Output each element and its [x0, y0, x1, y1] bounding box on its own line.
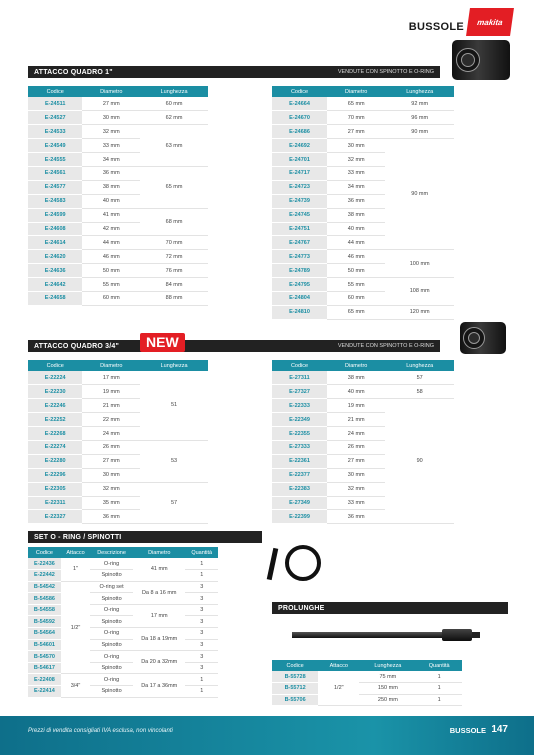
diameter-cell: 30 mm: [82, 468, 140, 482]
length-cell: 72 mm: [140, 250, 208, 264]
diameter-cell: 60 mm: [327, 291, 385, 305]
product-code: E-24658: [28, 291, 82, 305]
column-header: Lunghezza: [359, 660, 416, 671]
description-cell: Spinotto: [90, 662, 133, 674]
product-code: E-24577: [28, 180, 82, 194]
quantity-cell: 3: [185, 616, 218, 628]
length-cell: 57: [385, 371, 454, 385]
length-cell: 88 mm: [140, 291, 208, 305]
product-code: E-22252: [28, 413, 82, 427]
table-row: [272, 683, 462, 695]
diameter-cell: 27 mm: [327, 454, 385, 468]
product-code: B-54601: [28, 639, 61, 651]
product-code: E-22436: [28, 558, 61, 570]
table-row: [28, 674, 218, 686]
length-cell: 250 mm: [359, 694, 416, 706]
table-row: [272, 97, 454, 111]
product-code: E-22414: [28, 686, 61, 698]
page-number: 147: [491, 724, 508, 735]
column-header: Descrizione: [90, 547, 133, 558]
length-cell: 68 mm: [140, 208, 208, 236]
product-code: E-24745: [272, 208, 327, 222]
table-extensions: [272, 660, 462, 706]
diameter-cell: 65 mm: [327, 305, 385, 319]
product-code: B-54558: [28, 604, 61, 616]
section-title: PROLUNGHE: [278, 604, 325, 612]
column-header: Codice: [272, 660, 318, 671]
length-cell: 96 mm: [385, 111, 454, 125]
diameter-cell: 32 mm: [327, 153, 385, 167]
section-subtitle: VENDUTE CON SPINOTTO E O-RING: [337, 69, 434, 75]
product-code: E-24555: [28, 153, 82, 167]
product-code: B-54617: [28, 662, 61, 674]
length-cell: 63 mm: [140, 125, 208, 167]
column-header: Diametro: [327, 360, 385, 371]
table-row: [28, 440, 208, 454]
description-cell: O-ring: [90, 651, 133, 663]
diameter-cell: 41 mm: [82, 208, 140, 222]
product-code: E-24511: [28, 97, 82, 111]
table-row: [28, 581, 218, 593]
table-row: [272, 125, 454, 139]
column-header: Codice: [272, 86, 327, 97]
table-row: [28, 558, 218, 570]
table-row: [28, 662, 218, 674]
diameter-cell: 38 mm: [327, 371, 385, 385]
diameter-cell: 55 mm: [82, 278, 140, 292]
table-row: [272, 139, 454, 153]
product-code: E-22361: [272, 454, 327, 468]
product-code: E-22296: [28, 468, 82, 482]
diameter-cell: 30 mm: [327, 468, 385, 482]
diameter-cell: 17 mm: [133, 604, 185, 627]
product-code: E-24561: [28, 166, 82, 180]
length-cell: 108 mm: [385, 278, 454, 306]
column-header: Lunghezza: [385, 86, 454, 97]
brand-text: makita: [476, 17, 504, 27]
diameter-cell: Da 17 a 36mm: [133, 674, 185, 697]
diameter-cell: 42 mm: [82, 222, 140, 236]
table-row: [272, 278, 454, 292]
diameter-cell: Da 8 a 16 mm: [133, 581, 185, 604]
quantity-cell: 1: [416, 694, 462, 706]
column-header: Codice: [28, 547, 61, 558]
quantity-cell: 3: [185, 593, 218, 605]
table-row: [28, 125, 208, 139]
quantity-cell: 1: [185, 558, 218, 570]
section-subtitle: VENDUTE CON SPINOTTO E O-RING: [337, 343, 434, 349]
diameter-cell: 19 mm: [82, 385, 140, 399]
diameter-cell: 33 mm: [327, 166, 385, 180]
length-cell: 90: [385, 399, 454, 524]
product-code: E-24664: [272, 97, 327, 111]
fitting-cell: 1/2": [318, 671, 359, 706]
quantity-cell: 3: [185, 628, 218, 640]
product-code: B-55728: [272, 671, 318, 683]
diameter-cell: 32 mm: [82, 482, 140, 496]
product-code: B-54592: [28, 616, 61, 628]
quantity-cell: 3: [185, 662, 218, 674]
section-title: SET O - RING / SPINOTTI: [34, 533, 122, 541]
fitting-cell: 1/2": [61, 581, 90, 674]
product-code: E-24692: [272, 139, 327, 153]
price-note: Prezzi di vendita consigliati IVA esclusa, non vincolanti: [28, 728, 173, 734]
product-code: E-22274: [28, 440, 82, 454]
length-cell: 100 mm: [385, 250, 454, 278]
description-cell: Spinotto: [90, 570, 133, 582]
o-ring-image: [285, 545, 321, 581]
diameter-cell: 19 mm: [327, 399, 385, 413]
diameter-cell: 36 mm: [82, 166, 140, 180]
diameter-cell: 36 mm: [327, 510, 385, 524]
product-code: E-24583: [28, 194, 82, 208]
diameter-cell: 33 mm: [327, 496, 385, 510]
table-row: [272, 250, 454, 264]
column-header: Diametro: [82, 360, 140, 371]
product-code: E-24810: [272, 305, 327, 319]
quantity-cell: 1: [185, 570, 218, 582]
product-code: E-22230: [28, 385, 82, 399]
length-cell: 65 mm: [140, 166, 208, 208]
diameter-cell: 70 mm: [327, 111, 385, 125]
product-code: E-24723: [272, 180, 327, 194]
diameter-cell: 34 mm: [82, 153, 140, 167]
section-title: ATTACCO QUADRO 1": [34, 68, 113, 76]
product-code: E-24670: [272, 111, 327, 125]
product-code: E-24767: [272, 236, 327, 250]
section-bar-oring: [28, 531, 262, 543]
product-code: E-22246: [28, 399, 82, 413]
diameter-cell: 40 mm: [327, 222, 385, 236]
description-cell: O-ring: [90, 674, 133, 686]
product-code: E-24599: [28, 208, 82, 222]
length-cell: 62 mm: [140, 111, 208, 125]
diameter-cell: 33 mm: [82, 139, 140, 153]
table-row: [28, 686, 218, 698]
product-code: E-24608: [28, 222, 82, 236]
table-row: [28, 111, 208, 125]
description-cell: Spinotto: [90, 686, 133, 698]
product-code: E-24533: [28, 125, 82, 139]
product-code: E-24701: [272, 153, 327, 167]
description-cell: Spinotto: [90, 593, 133, 605]
column-header: Lunghezza: [140, 360, 208, 371]
quantity-cell: 3: [185, 604, 218, 616]
diameter-cell: 24 mm: [82, 427, 140, 441]
table-row: [28, 604, 218, 616]
product-code: E-27327: [272, 385, 327, 399]
description-cell: Spinotto: [90, 639, 133, 651]
diameter-cell: 40 mm: [327, 385, 385, 399]
column-header: Lunghezza: [385, 360, 454, 371]
diameter-cell: 40 mm: [82, 194, 140, 208]
fitting-cell: 3/4": [61, 674, 90, 697]
quantity-cell: 1: [416, 683, 462, 695]
table-row: [28, 208, 208, 222]
product-code: E-22377: [272, 468, 327, 482]
product-code: E-22349: [272, 413, 327, 427]
length-cell: 92 mm: [385, 97, 454, 111]
product-code: E-22383: [272, 482, 327, 496]
column-header: Quantità: [185, 547, 218, 558]
page-footer: [0, 716, 534, 755]
diameter-cell: 30 mm: [82, 111, 140, 125]
table-oring-pins: [28, 547, 218, 698]
table-1in-right: [272, 86, 454, 320]
column-header: Codice: [28, 360, 82, 371]
product-code: E-24549: [28, 139, 82, 153]
length-cell: 150 mm: [359, 683, 416, 695]
table-row: [28, 264, 208, 278]
product-code: E-24614: [28, 236, 82, 250]
column-header: Codice: [272, 360, 327, 371]
quantity-cell: 1: [185, 674, 218, 686]
product-code: E-24717: [272, 166, 327, 180]
section-bar-1in: [28, 66, 440, 78]
length-cell: 57: [140, 482, 208, 524]
product-code: E-24636: [28, 264, 82, 278]
diameter-cell: 36 mm: [82, 510, 140, 524]
table-row: [28, 651, 218, 663]
column-header: Attacco: [318, 660, 359, 671]
diameter-cell: 26 mm: [327, 440, 385, 454]
diameter-cell: 36 mm: [327, 194, 385, 208]
product-code: E-22442: [28, 570, 61, 582]
diameter-cell: 35 mm: [82, 496, 140, 510]
diameter-cell: 60 mm: [82, 291, 140, 305]
table-row: [28, 482, 208, 496]
product-code: E-27333: [272, 440, 327, 454]
column-header: Attacco: [61, 547, 90, 558]
diameter-cell: 27 mm: [327, 125, 385, 139]
product-code: E-24789: [272, 264, 327, 278]
diameter-cell: 32 mm: [82, 125, 140, 139]
table-row: [28, 97, 208, 111]
diameter-cell: 17 mm: [82, 371, 140, 385]
diameter-cell: 44 mm: [327, 236, 385, 250]
diameter-cell: 55 mm: [327, 278, 385, 292]
new-badge: NEW: [140, 333, 185, 352]
diameter-cell: 44 mm: [82, 236, 140, 250]
diameter-cell: 32 mm: [327, 482, 385, 496]
page-section-title: BUSSOLE: [408, 21, 464, 33]
table-row: [272, 694, 462, 706]
product-code: E-22311: [28, 496, 82, 510]
diameter-cell: 50 mm: [82, 264, 140, 278]
column-header: Diametro: [327, 86, 385, 97]
diameter-cell: 46 mm: [327, 250, 385, 264]
column-header: Diametro: [133, 547, 185, 558]
product-code: E-22224: [28, 371, 82, 385]
section-title: ATTACCO QUADRO 3/4": [34, 342, 120, 350]
table-row: [272, 111, 454, 125]
length-cell: 75 mm: [359, 671, 416, 683]
table-row: [28, 371, 208, 385]
diameter-cell: 46 mm: [82, 250, 140, 264]
length-cell: 60 mm: [140, 97, 208, 111]
table-row: [272, 385, 454, 399]
length-cell: 76 mm: [140, 264, 208, 278]
product-code: E-24739: [272, 194, 327, 208]
product-code: E-22327: [28, 510, 82, 524]
diameter-cell: 38 mm: [82, 180, 140, 194]
table-row: [28, 236, 208, 250]
column-header: Quantità: [416, 660, 462, 671]
diameter-cell: Da 18 a 19mm: [133, 628, 185, 651]
impact-socket-1in-image: [452, 40, 510, 80]
diameter-cell: 65 mm: [327, 97, 385, 111]
product-code: B-54570: [28, 651, 61, 663]
diameter-cell: 26 mm: [82, 440, 140, 454]
product-code: E-22333: [272, 399, 327, 413]
length-cell: 58: [385, 385, 454, 399]
table-row: [272, 371, 454, 385]
description-cell: O-ring set: [90, 581, 133, 593]
table-row: [28, 628, 218, 640]
product-code: E-24620: [28, 250, 82, 264]
length-cell: 120 mm: [385, 305, 454, 319]
extension-bar-image: [292, 626, 482, 644]
product-code: E-27349: [272, 496, 327, 510]
quantity-cell: 3: [185, 639, 218, 651]
pin-image: [267, 548, 279, 580]
quantity-cell: 3: [185, 651, 218, 663]
description-cell: Spinotto: [90, 616, 133, 628]
table-1in-left: [28, 86, 208, 306]
column-header: Lunghezza: [140, 86, 208, 97]
diameter-cell: 24 mm: [327, 427, 385, 441]
product-code: E-24795: [272, 278, 327, 292]
quantity-cell: 3: [185, 581, 218, 593]
length-cell: 70 mm: [140, 236, 208, 250]
table-row: [28, 616, 218, 628]
product-code: B-54586: [28, 593, 61, 605]
diameter-cell: 27 mm: [82, 454, 140, 468]
diameter-cell: 21 mm: [82, 399, 140, 413]
product-code: E-24773: [272, 250, 327, 264]
diameter-cell: 27 mm: [82, 97, 140, 111]
diameter-cell: 21 mm: [327, 413, 385, 427]
table-row: [272, 671, 462, 683]
diameter-cell: Da 20 a 32mm: [133, 651, 185, 674]
length-cell: 90 mm: [385, 139, 454, 250]
diameter-cell: 50 mm: [327, 264, 385, 278]
product-code: E-24527: [28, 111, 82, 125]
table-row: [28, 166, 208, 180]
quantity-cell: 1: [185, 686, 218, 698]
column-header: Diametro: [82, 86, 140, 97]
description-cell: O-ring: [90, 558, 133, 570]
table-row: [28, 278, 208, 292]
product-code: E-24642: [28, 278, 82, 292]
product-code: E-24804: [272, 291, 327, 305]
table-row: [28, 250, 208, 264]
product-code: E-22280: [28, 454, 82, 468]
length-cell: 90 mm: [385, 125, 454, 139]
fitting-cell: 1": [61, 558, 90, 581]
description-cell: O-ring: [90, 628, 133, 640]
product-code: E-22399: [272, 510, 327, 524]
diameter-cell: 41 mm: [133, 558, 185, 581]
makita-logo: [466, 8, 514, 36]
diameter-cell: 38 mm: [327, 208, 385, 222]
description-cell: O-ring: [90, 604, 133, 616]
length-cell: 53: [140, 440, 208, 482]
product-code: B-54542: [28, 581, 61, 593]
product-code: E-24686: [272, 125, 327, 139]
section-bar-3-4in: [28, 340, 440, 352]
table-3-4in-right: [272, 360, 454, 524]
product-code: B-54564: [28, 628, 61, 640]
table-row: [272, 305, 454, 319]
diameter-cell: 22 mm: [82, 413, 140, 427]
table-row: [28, 291, 208, 305]
table-row: [28, 639, 218, 651]
product-code: E-27311: [272, 371, 327, 385]
length-cell: 84 mm: [140, 278, 208, 292]
impact-socket-3-4in-image: [460, 322, 506, 354]
column-header: Codice: [28, 86, 82, 97]
length-cell: 51: [140, 371, 208, 440]
product-code: E-22268: [28, 427, 82, 441]
table-row: [28, 570, 218, 582]
table-row: [272, 399, 454, 413]
diameter-cell: 34 mm: [327, 180, 385, 194]
product-code: E-22305: [28, 482, 82, 496]
section-bar-extensions: [272, 602, 508, 614]
diameter-cell: 30 mm: [327, 139, 385, 153]
product-code: B-55706: [272, 694, 318, 706]
product-code: E-24751: [272, 222, 327, 236]
quantity-cell: 1: [416, 671, 462, 683]
product-code: E-22355: [272, 427, 327, 441]
product-code: E-22408: [28, 674, 61, 686]
product-code: B-55712: [272, 683, 318, 695]
table-row: [28, 593, 218, 605]
table-3-4in-left: [28, 360, 208, 524]
footer-section: BUSSOLE: [449, 726, 486, 735]
